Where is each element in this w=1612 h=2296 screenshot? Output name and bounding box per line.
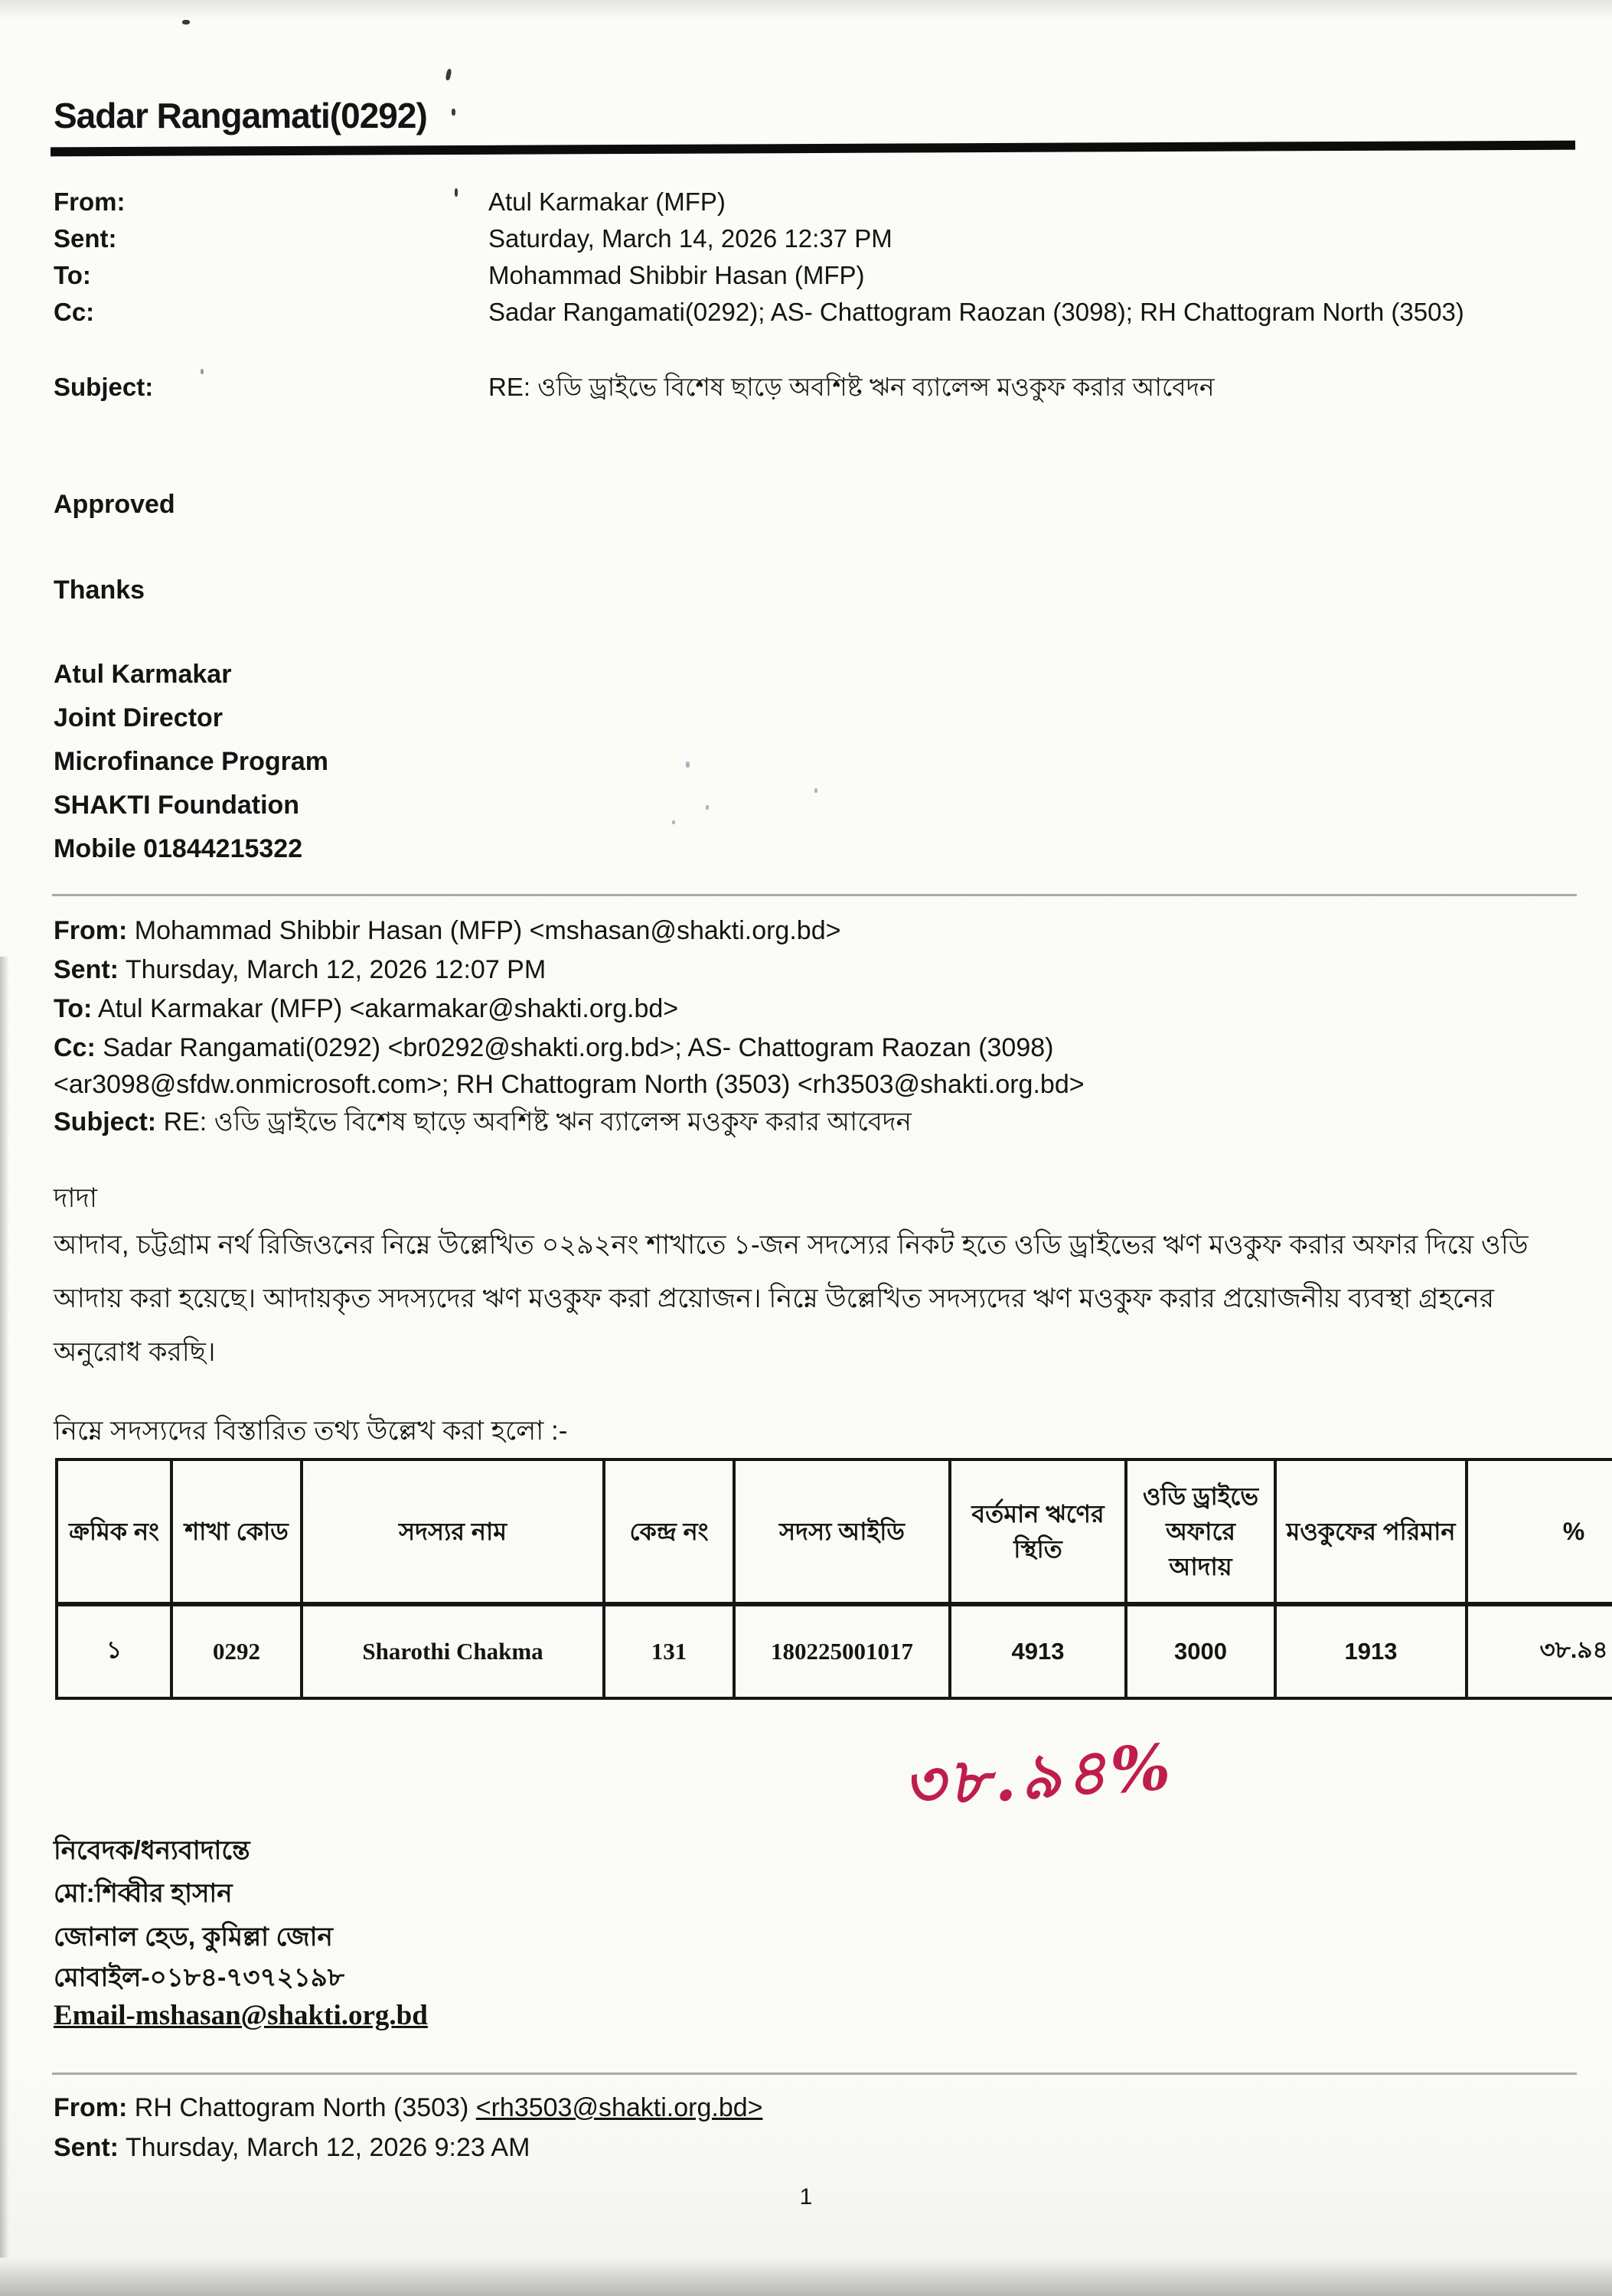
- scan-edge-shadow-bottom: [0, 2258, 1612, 2296]
- cc-value: Sadar Rangamati(0292) <br0292@shakti.org.bd>; AS- Chattogram Raozan (3098) <ar3098@sfdw.onmicrosoft.com>; RH Chattogram North (3503) <rh3503@shakti.org.bd>: [54, 1033, 1085, 1099]
- from-value: Atul Karmakar (MFP): [488, 188, 726, 216]
- cc-label: Cc:: [54, 1033, 96, 1062]
- cell-serial: ১: [57, 1604, 171, 1698]
- to-label: To:: [54, 994, 93, 1023]
- email-middle-from-row: [54, 912, 1156, 949]
- signature-program: Microfinance Program: [54, 747, 328, 776]
- header-branch-code: শাখা কোড: [171, 1459, 302, 1604]
- email-middle-subject-row: [54, 1104, 1156, 1140]
- cell-member-id: 180225001017: [734, 1604, 950, 1698]
- sent-value: Thursday, March 12, 2026 12:07 PM: [125, 955, 547, 984]
- signature2-title: জোনাল হেড, কুমিল্লা জোন: [54, 1923, 333, 1952]
- cc-label: Cc:: [54, 298, 95, 326]
- from-label: From:: [54, 188, 126, 216]
- cell-waiver-amount: 1913: [1275, 1604, 1467, 1698]
- signature2-mobile: মোবাইল-০১৮৪-৭৩৭২১৯৮: [54, 1963, 344, 1992]
- cell-percent: ৩৮.৯৪: [1467, 1604, 1612, 1698]
- section-divider: [52, 2073, 1577, 2075]
- header-member-name: সদস্যর নাম: [302, 1459, 604, 1604]
- signature2-closing: নিবেদক/ধন্যবাদান্তে: [54, 1836, 250, 1865]
- header-od-drive-offer-collection: ওডি ড্রাইভে অফারে আদায়: [1126, 1459, 1275, 1604]
- email-bottom-sent-row: [54, 2129, 1156, 2166]
- table-intro: নিম্নে সদস্যদের বিস্তারিত তথ্য উল্লেখ করা হলো :-: [54, 1416, 568, 1446]
- scan-speck: [445, 69, 452, 81]
- signature2-name: মো:শিব্বীর হাসান: [54, 1879, 233, 1908]
- sent-label: Sent:: [54, 2133, 119, 2162]
- scan-speck: [672, 820, 675, 824]
- sent-value: Saturday, March 14, 2026 12:37 PM: [488, 224, 892, 253]
- body-paragraph: আদাব, চট্টগ্রাম নর্থ রিজিওনের নিম্নে উল্লেখিত ০২৯২নং শাখাতে ১-জন সদস্যের নিকট হতে ওডি ড্রাইভের ঋণ মওকুফ করার অফার দিয়ে ওডি আদায় করা হয়েছে। আদায়কৃত সদস্যদের ঋণ মওকুফ করা প্রয়োজন। নিম্নে উল্লেখিত সদস্যদের ঋণ মওকুফ করার প্রয়োজনীয় ব্যবস্থা গ্রহনের অনুরোধ করছি।: [54, 1230, 1529, 1367]
- scan-speck: [706, 805, 709, 810]
- header-waiver-amount: মওকুফের পরিমান: [1275, 1459, 1467, 1604]
- from-label: From:: [54, 916, 128, 945]
- email-top-cc-row: [54, 294, 1581, 330]
- title-divider: [51, 141, 1575, 157]
- to-label: To:: [54, 261, 91, 289]
- email-top-from-row: [54, 184, 1581, 220]
- email-middle-to-row: [54, 990, 1156, 1027]
- header-percent: %: [1467, 1459, 1612, 1604]
- signature-organization: SHAKTI Foundation: [54, 791, 300, 820]
- sent-value: Thursday, March 12, 2026 9:23 AM: [125, 2133, 530, 2162]
- from-value-name: RH Chattogram North (3503): [134, 2093, 476, 2122]
- handwritten-percent-note: ৩৮.৯৪%: [900, 1730, 1177, 1823]
- email-middle-cc-row: [54, 1029, 1156, 1103]
- cell-current-loan-balance: 4913: [950, 1604, 1126, 1698]
- page-number: 1: [799, 2184, 813, 2210]
- cell-od-drive-offer-collection: 3000: [1126, 1604, 1275, 1698]
- subject-value: RE: ওডি ড্রাইভে বিশেষ ছাড়ে অবশিষ্ট ঋন ব্যালেন্স মওকুফ করার আবেদন: [163, 1107, 912, 1137]
- subject-value: RE: ওডি ড্রাইভে বিশেষ ছাড়ে অবশিষ্ট ঋন ব্যালেন্স মওকুফ করার আবেদন: [488, 373, 1215, 401]
- approval-text: Approved: [54, 490, 175, 519]
- thanks-text: Thanks: [54, 576, 145, 605]
- to-value: Mohammad Shibbir Hasan (MFP): [488, 261, 865, 289]
- cc-value: Sadar Rangamati(0292); AS- Chattogram Raozan (3098); RH Chattogram North (3503): [488, 298, 1464, 326]
- email-middle-sent-row: [54, 951, 1156, 988]
- subject-label: Subject:: [54, 1107, 157, 1137]
- scan-speck: [814, 788, 817, 793]
- signature-mobile: Mobile 01844215322: [54, 834, 303, 863]
- email-bottom-from-row: [54, 2089, 1156, 2126]
- table-row: [57, 1604, 1612, 1698]
- scan-speck: [686, 762, 690, 768]
- header-member-id: সদস্য আইডি: [734, 1459, 950, 1604]
- subject-label: Subject:: [54, 373, 154, 401]
- sent-label: Sent:: [54, 224, 117, 253]
- cell-branch-code: 0292: [171, 1604, 302, 1698]
- cell-center-no: 131: [604, 1604, 734, 1698]
- signature-title: Joint Director: [54, 703, 224, 732]
- page-title: Sadar Rangamati(0292): [54, 96, 427, 135]
- scan-speck: [452, 109, 455, 116]
- header-center-no: কেন্দ্র নং: [604, 1459, 734, 1604]
- salutation: দাদা: [54, 1183, 98, 1213]
- email-top-to-row: [54, 257, 1581, 293]
- email-top-sent-row: [54, 220, 1581, 256]
- from-value: Mohammad Shibbir Hasan (MFP) <mshasan@shakti.org.bd>: [134, 916, 841, 945]
- signature-name: Atul Karmakar: [54, 660, 232, 689]
- scan-edge-shadow-left: [0, 957, 9, 2258]
- header-serial: ক্রমিক নং: [57, 1459, 171, 1604]
- scan-edge-shadow-top: [0, 0, 1612, 20]
- table-header-row: [57, 1459, 1612, 1604]
- header-current-loan-balance: বর্তমান ঋণের স্থিতি: [950, 1459, 1126, 1604]
- section-divider: [52, 894, 1577, 896]
- sent-label: Sent:: [54, 955, 119, 984]
- signature2-email: Email-mshasan@shakti.org.bd: [54, 2000, 428, 2031]
- from-label: From:: [54, 2093, 128, 2122]
- member-table: [55, 1458, 1612, 1700]
- cell-member-name: Sharothi Chakma: [302, 1604, 604, 1698]
- email-top-subject-row: [54, 369, 1581, 405]
- to-value: Atul Karmakar (MFP) <akarmakar@shakti.org.bd>: [97, 994, 679, 1023]
- from-value-email: <rh3503@shakti.org.bd>: [475, 2093, 763, 2122]
- scan-speck: [182, 20, 190, 24]
